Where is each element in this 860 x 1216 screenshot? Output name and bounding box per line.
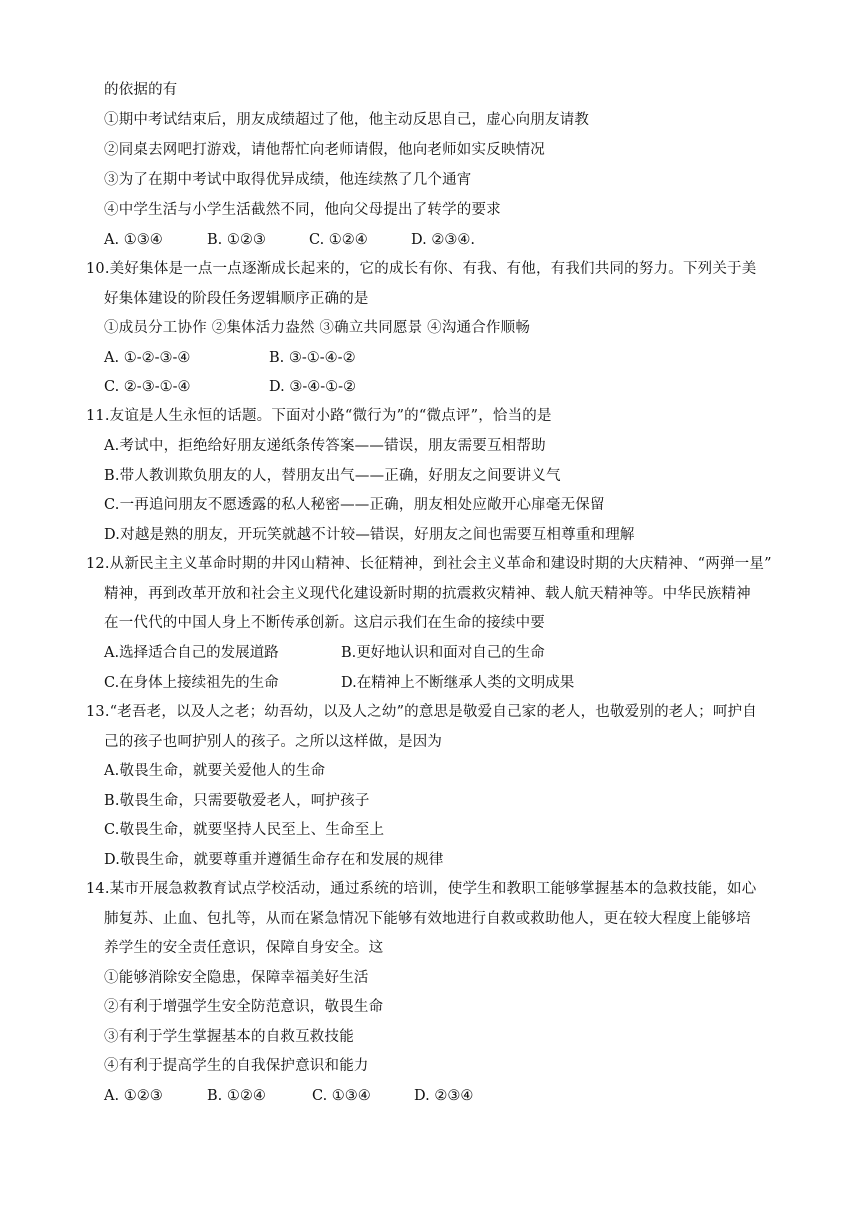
q12-stem-line-2: 精神，再到改革开放和社会主义现代化建设新时期的抗震救灾精神、载人航天精神等。中华民族精神 (104, 586, 751, 602)
q13-stem-line-1: 13.“老吾老，以及人之老；幼吾幼，以及人之幼”的意思是敬爱自己家的老人，也敬爱别的老人；呵护自 (86, 704, 757, 720)
q9-option-c: C. ①②④ (309, 232, 368, 248)
q9-option-b: B. ①②③ (207, 232, 266, 248)
q9-item-2: ②同桌去网吧打游戏，请他帮忙向老师请假，他向老师如实反映情况 (104, 142, 545, 158)
q13-stem-line-2: 己的孩子也呵护别人的孩子。之所以这样做，是因为 (104, 734, 443, 750)
q11-option-b: B.带人教训欺负朋友的人，替朋友出气——正确，好朋友之间要讲义气 (104, 468, 561, 484)
q10-stem-line-2: 好集体建设的阶段任务逻辑顺序正确的是 (104, 291, 369, 307)
q12-option-b: B.更好地认识和面对自己的生命 (341, 645, 545, 661)
q11-stem: 11.友谊是人生永恒的话题。下面对小路“微行为”的“微点评”，恰当的是 (86, 408, 552, 424)
q13-option-c: C.敬畏生命，就要坚持人民至上、生命至上 (104, 822, 385, 838)
q14-option-c: C. ①③④ (312, 1088, 371, 1104)
q12-stem-line-1: 12.从新民主主义革命时期的井冈山精神、长征精神，到社会主义革命和建设时期的大庆精神、“两弹一星” (86, 556, 772, 572)
q10-items: ①成员分工协作 ②集体活力盎然 ③确立共同愿景 ④沟通合作顺畅 (104, 320, 531, 336)
q14-stem-line-1: 14.某市开展急救教育试点学校活动，通过系统的培训，使学生和教职工能够掌握基本的急救技能，如心 (86, 881, 757, 897)
q14-option-d: D. ②③④ (414, 1088, 474, 1104)
q10-option-b: B. ③-①-④-② (269, 350, 356, 366)
q14-option-b: B. ①②④ (207, 1088, 266, 1104)
q14-item-1: ①能够消除安全隐患，保障幸福美好生活 (104, 970, 369, 986)
q9-stem-tail: 的依据的有 (104, 82, 178, 98)
q10-option-c: C. ②-③-①-④ (104, 379, 191, 395)
q13-option-b: B.敬畏生命，只需要敬爱老人，呵护孩子 (104, 793, 370, 809)
q9-item-4: ④中学生活与小学生活截然不同，他向父母提出了转学的要求 (104, 202, 501, 218)
q14-option-a: A. ①②③ (104, 1088, 163, 1104)
q10-option-d: D. ③-④-①-② (269, 379, 357, 395)
q12-option-c: C.在身体上接续祖先的生命 (104, 675, 279, 691)
q11-option-d: D.对越是熟的朋友，开玩笑就越不计较—错误，好朋友之间也需要互相尊重和理解 (104, 527, 635, 543)
q9-item-3: ③为了在期中考试中取得优异成绩，他连续熬了几个通宵 (104, 172, 472, 188)
q11-option-c: C.一再追问朋友不愿透露的私人秘密——正确，朋友相处应敞开心扉毫无保留 (104, 497, 605, 513)
q12-option-a: A.选择适合自己的发展道路 (104, 645, 279, 661)
q13-option-a: A.敬畏生命，就要关爱他人的生命 (104, 763, 326, 779)
q14-stem-line-2: 肺复苏、止血、包扎等，从而在紧急情况下能够有效地进行自救或救助他人，更在较大程度上能够培 (104, 911, 751, 927)
q14-item-2: ②有利于增强学生安全防范意识，敬畏生命 (104, 999, 384, 1015)
q10-option-a: A. ①-②-③-④ (104, 350, 191, 366)
q9-item-1: ①期中考试结束后，朋友成绩超过了他，他主动反思自己，虚心向朋友请教 (104, 112, 590, 128)
q9-option-a: A. ①③④ (104, 232, 163, 248)
q9-option-d: D. ②③④. (411, 232, 475, 248)
q14-item-3: ③有利于学生掌握基本的自救互救技能 (104, 1029, 354, 1045)
q10-stem-line-1: 10.美好集体是一点一点逐渐成长起来的，它的成长有你、有我、有他，有我们共同的努力。下列关于美 (86, 261, 757, 277)
q13-option-d: D.敬畏生命，就要尊重并遵循生命存在和发展的规律 (104, 852, 444, 868)
q12-option-d: D.在精神上不断继承人类的文明成果 (341, 675, 575, 691)
q12-stem-line-3: 在一代代的中国人身上不断传承创新。这启示我们在生命的接续中要 (104, 615, 545, 631)
q11-option-a: A.考试中，拒绝给好朋友递纸条传答案——错误，朋友需要互相帮助 (104, 438, 546, 454)
q14-item-4: ④有利于提高学生的自我保护意识和能力 (104, 1058, 369, 1074)
q14-stem-line-3: 养学生的安全责任意识，保障自身安全。这 (104, 940, 384, 956)
